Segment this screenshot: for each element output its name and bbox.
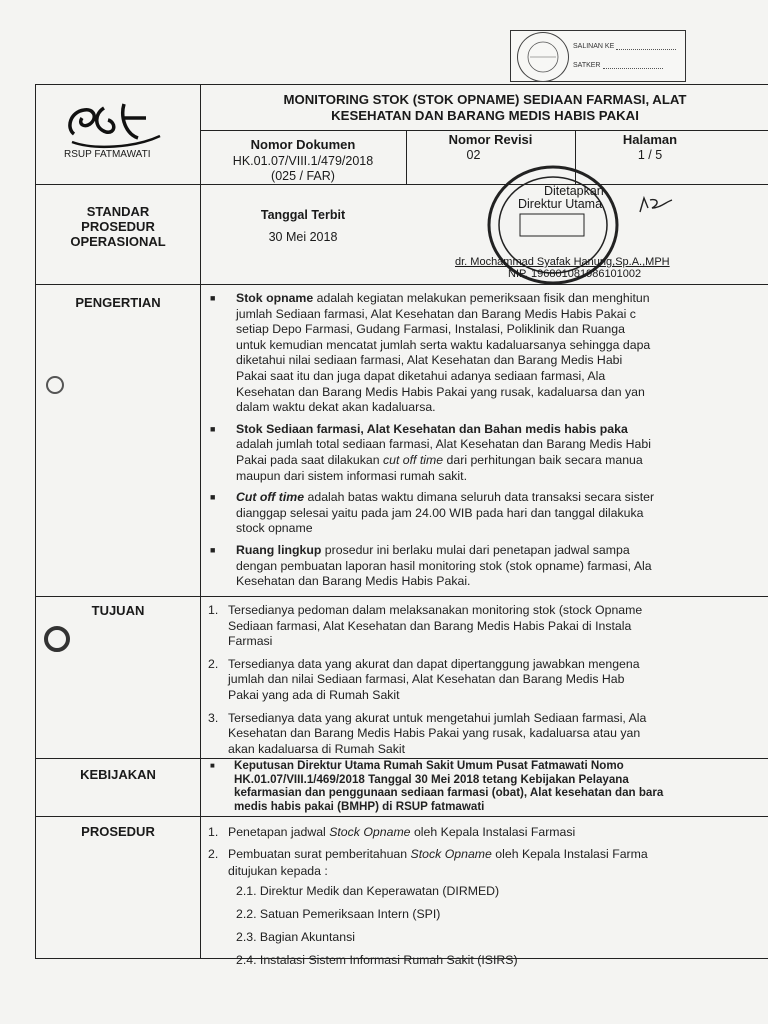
term-stok-sediaan: Stok Sediaan farmasi, Alat Kesehatan dan Bahan medis habis paka: [236, 421, 628, 436]
term-cut-off-time: Cut off time: [236, 490, 305, 505]
sop-label: [36, 204, 200, 249]
text-line: oleh Kepala Instalasi Farmasi: [410, 825, 576, 839]
rsf-logo-icon: [64, 98, 164, 150]
list-item: [208, 422, 768, 484]
issue-date-label: Tanggal Terbit: [260, 208, 346, 222]
sop-line-1: STANDAR: [86, 204, 150, 219]
list-item: [208, 824, 768, 841]
text-line: Penetapan jadwal: [228, 825, 330, 839]
text-line: stock opname: [236, 521, 313, 536]
rsup-fatmawati-logo: [64, 98, 164, 150]
list-item: [208, 543, 768, 590]
doc-number-label: Nomor Dokumen: [250, 137, 356, 152]
tujuan-list: [208, 603, 768, 764]
term-stok-opname: Stok opname: [236, 291, 314, 305]
sop-line-2: PROSEDUR: [81, 219, 155, 234]
issue-date-value: 30 Mei 2018: [268, 230, 338, 244]
bullet-icon: ■: [210, 492, 216, 503]
doc-number-value: [200, 154, 406, 184]
item-number: 1.: [208, 825, 219, 839]
signer-nip: NIP. 196801081986101002: [508, 268, 642, 280]
item-number: 3.: [208, 710, 219, 725]
list-item: [208, 603, 768, 650]
list-item: 2.1. Direktur Medik dan Keperawatan (DIRMED): [236, 884, 500, 898]
text-line: diketahui nilai sediaan farmasi, Alat Kesehatan dan Barang Medis Habi: [236, 353, 623, 368]
pengertian-label: PENGERTIAN: [75, 295, 161, 310]
text-line: Tersedianya data yang akurat dan dapat dipertanggung jawabkan mengena: [228, 656, 640, 671]
revision-label: Nomor Revisi: [448, 132, 533, 147]
kebijakan-content: [208, 759, 768, 815]
approved-by: Direktur Utama: [518, 197, 603, 211]
italic-term: Stock Opname: [329, 825, 411, 839]
text-line: Tersedianya pedoman dalam melaksanakan monitoring stok (stock Opname: [228, 603, 643, 617]
punch-hole-icon: [44, 626, 70, 652]
text-line: maupun dari sistem informasi rumah sakit.: [236, 468, 467, 483]
page-value: 1 / 5: [637, 148, 663, 162]
document-title: [205, 92, 765, 124]
text-line: HK.01.07/VIII.1/469/2018 Tanggal 30 Mei 2018 tetang Kebijakan Pelayana: [234, 772, 629, 786]
list-item: 2.4. Instalasi Sistem Informasi Rumah Sakit (ISIRS): [236, 953, 518, 967]
satker-field: [573, 62, 663, 69]
text-line: Kesehatan dan Barang Medis Habis Pakai.: [236, 574, 471, 589]
text-line: prosedur ini berlaku mulai dari penetapan jadwal sampa: [321, 542, 630, 557]
title-line-1: MONITORING STOK (STOK OPNAME) SEDIAAN FARMASI, ALAT: [283, 92, 687, 107]
item-number: 2.: [208, 847, 219, 861]
text-line: akan kadaluarsa di Rumah Sakit: [228, 741, 406, 756]
text-line: untuk kemudian mencatat jumlah serta waktu kadaluarsanya sehingga dapa: [236, 337, 651, 352]
tujuan-content: [208, 603, 768, 755]
text-line: jumlah dan nilai Sediaan farmasi, Alat Kesehatan dan Barang Medis Hab: [228, 672, 625, 687]
italic-term: cut off time: [382, 452, 444, 467]
controlled-document-stamp: [510, 30, 686, 82]
text-line: ditujukan kepada :: [228, 864, 328, 878]
bullet-icon: ■: [210, 544, 216, 555]
doc-number-line-1: HK.01.07/VIII.1/479/2018: [232, 154, 374, 168]
text-line: dari perhitungan baik secara manua: [443, 452, 643, 467]
pengertian-list: [208, 291, 768, 596]
bullet-icon: ■: [210, 423, 216, 434]
text-line: kefarmasian dan penggunaan sediaan farmasi (obat), Alat kesehatan dan bara: [234, 786, 664, 799]
list-item: [208, 846, 768, 970]
prosedur-content: [208, 824, 768, 967]
page-label: Halaman: [622, 132, 678, 147]
prosedur-label: PROSEDUR: [81, 824, 155, 839]
text-line: Pakai saat itu dan juga dapat diketahui adanya sediaan farmasi, Ala: [236, 368, 606, 383]
italic-term: Stock Opname: [410, 847, 492, 861]
bullet-icon: ■: [210, 761, 215, 770]
list-item: [208, 711, 768, 758]
text-line: dalam waktu dekat akan kadaluarsa.: [236, 400, 436, 415]
text-line: setiap Depo Farmasi, Gudang Farmasi, Instalasi, Poliklinik dan Ruanga: [236, 322, 625, 337]
salinan-label: SALINAN KE: [573, 43, 615, 50]
text-line: Sediaan farmasi, Alat Kesehatan dan Barang Medis Habis Pakai di Instala: [228, 618, 632, 633]
signature: [636, 194, 676, 216]
list-item: 2.3. Bagian Akuntansi: [236, 930, 355, 944]
pengertian-content: [208, 291, 768, 591]
tujuan-label: TUJUAN: [91, 603, 145, 618]
punch-hole-icon: [46, 376, 64, 394]
text-line: Kesehatan dan Barang Medis Habis Pakai yang rusak, kadaluarsa atau yan: [228, 726, 641, 741]
text-line: Pembuatan surat pemberitahuan: [228, 847, 411, 861]
text-line: Kesehatan dan Barang Medis Habis Pakai yang rusak, kadaluarsa dan yan: [236, 384, 645, 399]
seal-ring-icon: [518, 33, 568, 81]
term-ruang-lingkup: Ruang lingkup: [236, 542, 322, 557]
text-line: adalah batas waktu dimana seluruh data transaksi secara sister: [304, 490, 655, 505]
list-item: [208, 490, 768, 537]
text-line: dianggap selesai yaitu pada jam 24.00 WIB pada hari dan tanggal dilakuka: [236, 505, 644, 520]
text-line: Tersedianya data yang akurat untuk mengetahui jumlah Sediaan farmasi, Ala: [228, 710, 647, 725]
text-line: Pakai yang ada di Rumah Sakit: [228, 687, 400, 702]
text-line: medis habis pakai (BMHP) di RSUP fatmawati: [234, 799, 485, 813]
doc-number-line-2: (025 / FAR): [271, 169, 335, 183]
controlled-document-seal: [517, 32, 569, 82]
bullet-icon: ■: [210, 293, 216, 303]
item-number: 1.: [208, 603, 219, 617]
list-item: [208, 657, 768, 704]
text-line: Pakai pada saat dilakukan: [236, 452, 383, 467]
list-item: [208, 291, 768, 416]
text-line: Farmasi: [228, 634, 273, 649]
text-line: dengan pembuatan laporan hasil monitoring stok (stok opname) farmasi, Ala: [236, 558, 652, 573]
text-line: adalah kegiatan melakukan pemeriksaan fisik dan menghitun: [313, 291, 650, 305]
approved-label: Ditetapkan: [544, 184, 604, 198]
text-line: jumlah Sediaan farmasi, Alat Kesehatan dan Barang Medis Habis Pakai c: [236, 306, 636, 321]
handwritten-signature-icon: [636, 194, 676, 216]
list-item: 2.2. Satuan Pemeriksaan Intern (SPI): [236, 907, 441, 921]
salinan-field: [573, 43, 676, 50]
kebijakan-label: KEBIJAKAN: [80, 767, 156, 782]
item-number: 2.: [208, 656, 219, 671]
satker-label: SATKER: [573, 62, 601, 69]
title-line-2: KESEHATAN DAN BARANG MEDIS HABIS PAKAI: [331, 108, 639, 123]
text-line: Keputusan Direktur Utama Rumah Sakit Umum Pusat Fatmawati Nomo: [234, 759, 624, 772]
revision-value: 02: [466, 148, 481, 162]
text-line: oleh Kepala Instalasi Farma: [491, 847, 648, 861]
recipient-list: [236, 882, 768, 970]
org-name: RSUP FATMAWATI: [64, 149, 151, 160]
sop-line-3: OPERASIONAL: [70, 234, 166, 249]
signer-name: dr. Mochammad Syafak Hanung,Sp.A.,MPH: [455, 256, 670, 268]
text-line: adalah jumlah total sediaan farmasi, Alat Kesehatan dan Barang Medis Habi: [236, 437, 651, 452]
